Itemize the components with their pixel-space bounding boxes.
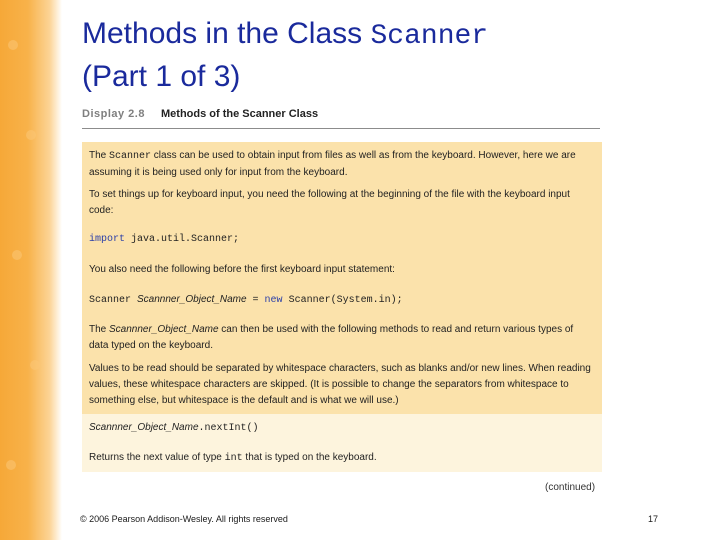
text-run: class can be used to obtain input from files as well as from the keyboard. However, here we are assuming it is being used only for input from the keyboard. xyxy=(89,150,576,178)
text-run: that is typed on the keyboard. xyxy=(242,452,377,463)
keyword: new xyxy=(264,295,283,306)
title-code: Scanner xyxy=(370,21,489,52)
continued-label: (continued) xyxy=(545,482,596,493)
import-statement xyxy=(89,232,595,248)
text-run: can then be used with the following methods to read and return various types of data typed on the keyboard. xyxy=(89,324,574,351)
paragraph-whitespace: Values to be read should be separated by whitespace characters, such as blanks and/or new lines. When reading values, these whitespace characters are skipped. (It is possible to change the separators from whitespace to something else, but whitespace is the default and is what we will use.) xyxy=(89,363,591,406)
paragraph-before-input: You also need the following before the first keyboard input statement: xyxy=(89,264,395,275)
texture-speck xyxy=(30,360,40,370)
texture-speck xyxy=(26,130,36,140)
text-run: The xyxy=(89,150,110,161)
code-run: = xyxy=(246,295,265,306)
title-line-2: (Part 1 of 3) xyxy=(82,60,241,93)
display-number: Display 2.8 xyxy=(82,108,145,120)
text-run: The xyxy=(89,324,110,335)
display-caption: Methods of the Scanner Class xyxy=(161,108,319,120)
code-run: Scanner xyxy=(89,295,138,306)
scanner-declaration xyxy=(89,292,595,309)
code-run: Scanner xyxy=(109,151,152,162)
title-prefix: Methods in the Class xyxy=(82,17,371,50)
text-run: Returns the next value of type xyxy=(89,452,225,463)
code-run: .nextInt() xyxy=(198,423,259,434)
paragraph-intro xyxy=(89,148,595,181)
copyright-footer: © 2006 Pearson Addison-Wesley. All rights reserved xyxy=(80,514,288,524)
page-number: 17 xyxy=(648,514,659,524)
keyword: import xyxy=(89,234,126,245)
paragraph-methods xyxy=(89,322,595,354)
method-signature xyxy=(89,420,595,437)
title-line-1 xyxy=(82,14,488,57)
code-run: Scanner(System.in); xyxy=(282,295,403,306)
placeholder-name: Scannner_Object_Name xyxy=(137,294,247,305)
code-run: int xyxy=(224,453,243,464)
code-run: java.util.Scanner; xyxy=(125,234,240,245)
texture-speck xyxy=(8,40,18,50)
paragraph-setup: To set things up for keyboard input, you need the following at the beginning of the file with the keyboard input code: xyxy=(89,189,570,216)
placeholder-name: Scannner_Object_Name xyxy=(89,422,199,433)
slide-title xyxy=(82,14,488,97)
texture-speck xyxy=(6,460,16,470)
placeholder-name: Scannner_Object_Name xyxy=(109,324,219,335)
display-header xyxy=(82,108,600,129)
texture-speck xyxy=(12,250,22,260)
decorative-side-bar xyxy=(0,0,62,540)
method-description xyxy=(89,450,595,467)
